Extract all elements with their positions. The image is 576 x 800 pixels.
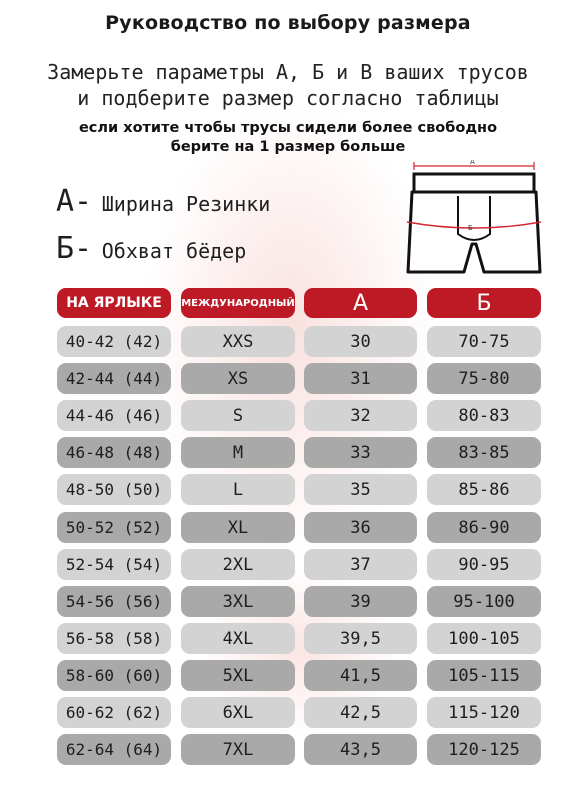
table-row: [0, 437, 576, 468]
label-size-cell: 44-46 (46): [57, 400, 171, 431]
international-size-cell: L: [181, 474, 295, 505]
instruction-line-1: Замерьте параметры А, Б и В ваших трусов: [47, 60, 529, 84]
diagram-label-a: А: [470, 160, 475, 166]
table-row: [0, 326, 576, 357]
header-label-size: НА ЯРЛЫКЕ: [57, 288, 171, 318]
label-size-cell: 56-58 (58): [57, 623, 171, 654]
international-size-cell: 5XL: [181, 660, 295, 691]
international-size-cell: 7XL: [181, 734, 295, 765]
table-row: [0, 512, 576, 543]
label-size-cell: 40-42 (42): [57, 326, 171, 357]
table-row: [0, 623, 576, 654]
international-size-cell: M: [181, 437, 295, 468]
table-row: [0, 660, 576, 691]
table-row: [0, 734, 576, 765]
b-value-cell: 86-90: [427, 512, 541, 543]
label-size-cell: 50-52 (52): [57, 512, 171, 543]
b-value-cell: 120-125: [427, 734, 541, 765]
a-value-cell: 43,5: [304, 734, 417, 765]
legend-b-text: Обхват бёдер: [101, 239, 247, 263]
a-value-cell: 41,5: [304, 660, 417, 691]
b-value-cell: 70-75: [427, 326, 541, 357]
a-value-cell: 39,5: [304, 623, 417, 654]
b-value-cell: 90-95: [427, 549, 541, 580]
waistband-shape: [414, 174, 534, 192]
diagram-label-b: Б: [468, 224, 473, 232]
legend-b-letter: Б-: [56, 231, 93, 266]
fit-note-line-2: берите на 1 размер больше: [170, 139, 406, 155]
a-value-cell: 32: [304, 400, 417, 431]
label-size-cell: 52-54 (54): [57, 549, 171, 580]
shorts-body-shape: [408, 192, 540, 272]
a-value-cell: 37: [304, 549, 417, 580]
label-size-cell: 60-62 (62): [57, 697, 171, 728]
table-row: [0, 586, 576, 617]
a-value-cell: 35: [304, 474, 417, 505]
international-size-cell: 2XL: [181, 549, 295, 580]
page-title: Руководство по выбору размера: [105, 12, 471, 34]
instruction-line-2: и подберите размер согласно таблицы: [77, 86, 499, 110]
international-size-cell: XS: [181, 363, 295, 394]
b-value-cell: 105-115: [427, 660, 541, 691]
legend-a-text: Ширина Резинки: [101, 192, 271, 216]
international-size-cell: 3XL: [181, 586, 295, 617]
b-value-cell: 75-80: [427, 363, 541, 394]
table-row: [0, 697, 576, 728]
a-value-cell: 30: [304, 326, 417, 357]
fit-note-line-1: если хотите чтобы трусы сидели более свободно: [78, 120, 498, 136]
b-value-cell: 80-83: [427, 400, 541, 431]
underwear-diagram-icon: [404, 160, 544, 280]
b-value-cell: 85-86: [427, 474, 541, 505]
legend-a-letter: А-: [56, 184, 93, 219]
label-size-cell: 58-60 (60): [57, 660, 171, 691]
b-value-cell: 115-120: [427, 697, 541, 728]
international-size-cell: 4XL: [181, 623, 295, 654]
a-value-cell: 39: [304, 586, 417, 617]
label-size-cell: 48-50 (50): [57, 474, 171, 505]
international-size-cell: XL: [181, 512, 295, 543]
b-value-cell: 83-85: [427, 437, 541, 468]
table-row: [0, 363, 576, 394]
header-a: А: [304, 288, 417, 318]
a-value-cell: 31: [304, 363, 417, 394]
label-size-cell: 46-48 (48): [57, 437, 171, 468]
b-value-cell: 100-105: [427, 623, 541, 654]
a-value-cell: 33: [304, 437, 417, 468]
label-size-cell: 62-64 (64): [57, 734, 171, 765]
table-row: [0, 474, 576, 505]
international-size-cell: S: [181, 400, 295, 431]
label-size-cell: 42-44 (44): [57, 363, 171, 394]
table-row: [0, 549, 576, 580]
international-size-cell: 6XL: [181, 697, 295, 728]
international-size-cell: XXS: [181, 326, 295, 357]
legend-b: [56, 231, 246, 266]
a-value-cell: 36: [304, 512, 417, 543]
a-value-cell: 42,5: [304, 697, 417, 728]
table-row: [0, 400, 576, 431]
b-value-cell: 95-100: [427, 586, 541, 617]
header-international: МЕЖДУНАРОДНЫЙ: [181, 288, 295, 318]
legend-a: [56, 184, 270, 219]
header-b: Б: [427, 288, 541, 318]
label-size-cell: 54-56 (56): [57, 586, 171, 617]
